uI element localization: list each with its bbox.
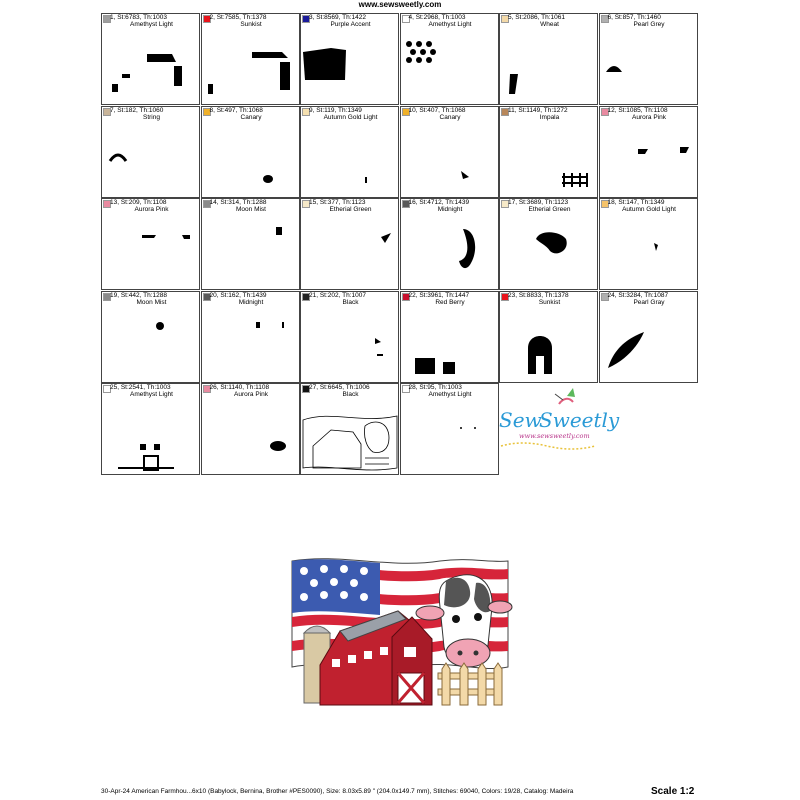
color-stats: 13, St:209, Th:1108: [110, 199, 167, 207]
color-stats: 5, St:2086, Th:1061: [508, 14, 565, 21]
color-cell: [400, 13, 499, 105]
thread-name: Aurora Pink: [134, 206, 169, 214]
color-cell: [400, 383, 499, 475]
thread-name: Amethyst Light: [130, 21, 173, 28]
thread-name: Impala: [539, 113, 560, 121]
color-cell: [201, 106, 300, 198]
color-stats: 23, St:8833, Th:1378: [508, 291, 569, 299]
thread-name: Moon Mist: [236, 206, 266, 214]
thread-name: Aurora Pink: [632, 113, 666, 121]
thread-name: Black: [342, 391, 359, 399]
color-cell: [201, 198, 300, 290]
color-cell: [101, 383, 200, 475]
thread-name: Wheat: [540, 21, 559, 28]
color-stats: 16, St:4712, Th:1439: [408, 199, 470, 207]
color-stats: 2, St:7585, Th:1378: [209, 14, 267, 21]
color-stats: 18, St:147, Th:1349: [607, 199, 665, 207]
color-stats: 25, St:2541, Th:1003: [110, 384, 171, 392]
sewsweetly-logo: [497, 370, 620, 463]
thread-name: String: [143, 113, 160, 121]
color-cell: [599, 13, 698, 105]
color-cell: [499, 198, 598, 290]
color-sequence-grid: [101, 13, 698, 476]
color-stats: 6, St:857, Th:1460: [607, 14, 661, 21]
color-cell: [101, 198, 200, 290]
color-cell: [101, 13, 200, 105]
logo-sew: Sew: [499, 408, 542, 432]
color-cell: [599, 291, 698, 383]
color-stats: 17, St:3689, Th:1123: [508, 199, 569, 207]
thread-name: Midnight: [238, 298, 264, 306]
thread-name: Pearl Grey: [633, 21, 665, 28]
color-cell: [300, 106, 399, 198]
color-cell: [400, 291, 499, 383]
thread-name: Red Berry: [435, 298, 465, 306]
thread-name: Autumn Gold Light: [323, 113, 378, 121]
color-stats: 28, St:95, Th:1003: [408, 384, 462, 392]
fence: [438, 663, 502, 705]
color-cell: [599, 106, 698, 198]
color-cell: [300, 198, 399, 290]
color-stats: 27, St:6645, Th:1006: [309, 384, 370, 392]
color-cell: [400, 106, 499, 198]
thread-name: Etherial Green: [528, 206, 571, 214]
color-stats: 26, St:1140, Th:1108: [209, 384, 270, 392]
color-stats: 14, St:314, Th:1288: [209, 199, 267, 207]
color-cell: [201, 291, 300, 383]
thread-name: Pearl Gray: [633, 298, 665, 306]
color-stats: 12, St:1085, Th:1108: [607, 106, 668, 114]
color-cell: [499, 291, 598, 383]
thread-name: Amethyst Light: [428, 391, 472, 399]
color-stats: 1, St:6783, Th:1003: [110, 14, 167, 21]
scale-label: Scale 1:2: [651, 786, 695, 797]
thread-name: Moon Mist: [136, 298, 167, 306]
logo-url: www.sewsweetly.com: [519, 432, 590, 440]
color-stats: 9, St:119, Th:1349: [309, 106, 362, 114]
thread-name: Canary: [439, 113, 461, 121]
thread-name: Amethyst Light: [130, 391, 173, 399]
thread-name: Midnight: [437, 206, 463, 214]
color-cell: [499, 106, 598, 198]
color-cell: [201, 13, 300, 105]
color-cell: [499, 13, 598, 105]
finished-design-preview: [280, 555, 520, 715]
color-stats: 7, St:182, Th:1060: [110, 106, 164, 114]
color-stats: 19, St:442, Th:1288: [110, 291, 167, 299]
color-stats: 20, St:162, Th:1439: [209, 291, 267, 299]
color-cell: [300, 291, 399, 383]
color-cell: [101, 106, 200, 198]
color-stats: 10, St:407, Th:1068: [408, 106, 466, 114]
color-stats: 22, St:3961, Th:1447: [408, 291, 470, 299]
color-stats: 8, St:497, Th:1068: [209, 106, 263, 114]
color-stats: 3, St:8569, Th:1422: [309, 14, 366, 21]
footer-info: 30-Apr-24 American Farmhou...6x10 (Babylock, Bernina, Brother #PES0090), Size: 8.03x5.89 " (204.0x149.7 mm), Stitches: 69040, Colors: 19/28, Catalog: Madeira: [101, 788, 574, 795]
color-cell: [300, 383, 399, 475]
thread-name: Amethyst Light: [428, 21, 472, 28]
thread-name: Sunkist: [538, 298, 561, 306]
thread-name: Black: [342, 298, 359, 306]
thread-name: Sunkist: [240, 21, 262, 28]
thread-name: Purple Accent: [330, 21, 371, 28]
color-cell: [201, 383, 300, 475]
color-stats: 11, St:1149, Th:1272: [508, 106, 568, 114]
thread-name: Autumn Gold Light: [622, 206, 676, 214]
logo-graphic: [497, 370, 620, 463]
thread-name: Etherial Green: [329, 206, 372, 214]
logo-sweetly: Sweetly: [539, 408, 620, 432]
color-stats: 4, St:2968, Th:1003: [408, 14, 466, 21]
color-cell: [599, 198, 698, 290]
thread-name: Canary: [240, 113, 262, 121]
color-stats: 24, St:3284, Th:1087: [607, 291, 669, 299]
color-cell: [101, 291, 200, 383]
color-cell: [300, 13, 399, 105]
color-stats: 21, St:202, Th:1007: [309, 291, 366, 299]
thread-name: Aurora Pink: [234, 391, 268, 399]
color-cell: [400, 198, 499, 290]
color-stats: 15, St:377, Th:1123: [309, 199, 366, 207]
site-url[interactable]: www.sewsweetly.com: [358, 0, 442, 9]
